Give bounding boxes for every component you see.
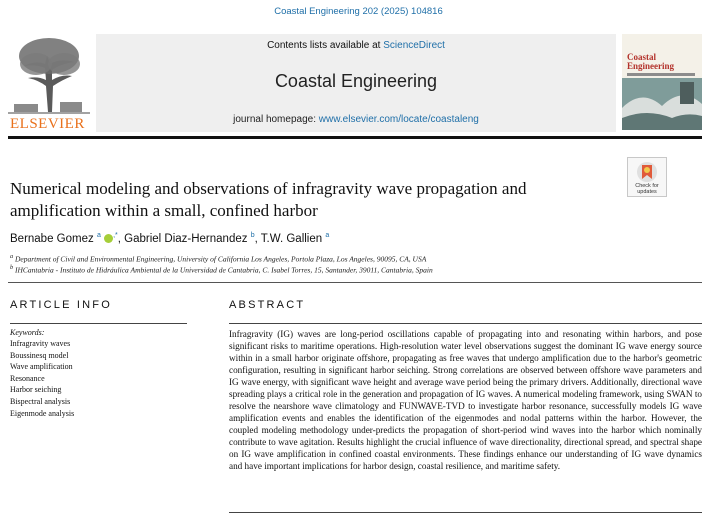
orcid-icon[interactable] bbox=[104, 234, 113, 243]
article-title: Numerical modeling and observations of infragravity wave propagation and amplification within a small, confined harbor bbox=[10, 179, 527, 220]
cover-title: Coastal Engineering bbox=[627, 52, 675, 71]
journal-reference[interactable]: Coastal Engineering 202 (2025) 104816 bbox=[274, 6, 443, 17]
keyword-list bbox=[10, 338, 74, 419]
article-info-heading: ARTICLE INFO bbox=[10, 299, 112, 311]
abstract-end-divider bbox=[229, 512, 702, 513]
bookmark-icon bbox=[628, 160, 666, 184]
check-updates-label: Check for updates bbox=[635, 183, 659, 195]
abstract-body: Infragravity (IG) waves are long-period oscillations capable of propagating into and resonating within harbors, and pose significant risks to maritime operations. High-resolution water level observations suggest the dominant IG wave energy source within in a small harbor originate offshore, propagating as free waves that undergo amplification due to the harbor's geometric configuration, resulting in significant harbor seiching. Strong correlations are observed between offshore wave parameters and IG wave energy, with significant wave height and average wave period being the primary drivers. Additionally, directional wave spreading plays a critical role in the generation and propagation of IG waves. A numerical modeling framework, using SWAN to resolve the nearshore wave climatology and FUNWAVE-TVD to investigate harbor resonance, successfully models IG wave amplification events and enables the identification of the eigenmodes and nodal patterns within the harbor. However, the coupled modeling methodology under-predicts the propagation of short-period wind waves into the harbor which nominally contribute to wave agitation. Results highlight the crucial influence of wave directionality, directional spread, and spectral shape on IG wave amplification in confined coastal environments. These findings enhance our understanding of IG wave dynamics and have important implications for harbor design, coastal resilience, and maritime safety. bbox=[229, 329, 702, 471]
contents-line bbox=[96, 40, 616, 51]
journal-cover[interactable] bbox=[622, 34, 702, 130]
sciencedirect-link[interactable]: ScienceDirect bbox=[383, 40, 445, 51]
homepage-line bbox=[96, 114, 616, 125]
header-divider bbox=[8, 136, 702, 139]
affiliation-divider bbox=[8, 282, 702, 283]
journal-title: Coastal Engineering bbox=[274, 71, 438, 91]
homepage-prefix: journal homepage: bbox=[233, 114, 319, 125]
keyword: Resonance bbox=[10, 373, 45, 383]
affiliation: $^b$ IHCantabria - Instituto de Hidráulica Ambiental de la Universidad de Cantabria, C. Isabel Torres, 15, Santander, 39011, Cantabria, Spain bbox=[10, 264, 433, 275]
masthead-box bbox=[96, 34, 616, 132]
keyword: Harbor seiching bbox=[10, 385, 62, 395]
keyword: Wave amplification bbox=[10, 362, 73, 372]
contents-prefix: Contents lists available at bbox=[267, 40, 384, 51]
author-affiliation-marker[interactable]: b bbox=[250, 232, 255, 239]
article-info-divider bbox=[10, 323, 187, 324]
abstract-divider bbox=[229, 323, 702, 324]
corresponding-author-marker[interactable]: ,* bbox=[113, 232, 118, 239]
cover-image bbox=[622, 78, 702, 130]
abstract-heading: ABSTRACT bbox=[229, 299, 306, 311]
keywords-label: Keywords: bbox=[10, 328, 45, 337]
check-for-updates-button[interactable] bbox=[627, 157, 667, 197]
keyword: Infragravity waves bbox=[10, 339, 71, 348]
keyword: Boussinesq model bbox=[10, 350, 69, 360]
author-list: Bernabe Gomez $^a$ ,*, Gabriel Diaz-Hernandez $^b$, T.W. Gallien $^a$ bbox=[10, 232, 330, 245]
author-affiliation-marker[interactable]: a bbox=[325, 232, 330, 239]
keyword: Eigenmode analysis bbox=[10, 408, 75, 418]
keyword: Bispectral analysis bbox=[10, 396, 71, 406]
journal-homepage-link[interactable]: www.elsevier.com/locate/coastaleng bbox=[318, 114, 479, 125]
author-name[interactable]: Bernabe Gomez bbox=[10, 232, 94, 245]
author-affiliation-marker[interactable]: a bbox=[96, 232, 101, 239]
journal-masthead bbox=[8, 34, 702, 132]
cover-subtitle-bar bbox=[627, 73, 695, 76]
author-name[interactable]: Gabriel Diaz-Hernandez bbox=[124, 232, 248, 245]
affiliation: $^a$ Department of Civil and Environmental Engineering, University of California Los Angeles, Portola Plaza, Los Angeles, 90095, CA, USA bbox=[10, 253, 427, 264]
author-name[interactable]: T.W. Gallien bbox=[260, 232, 323, 245]
publisher-name: ELSEVIER bbox=[10, 116, 85, 132]
